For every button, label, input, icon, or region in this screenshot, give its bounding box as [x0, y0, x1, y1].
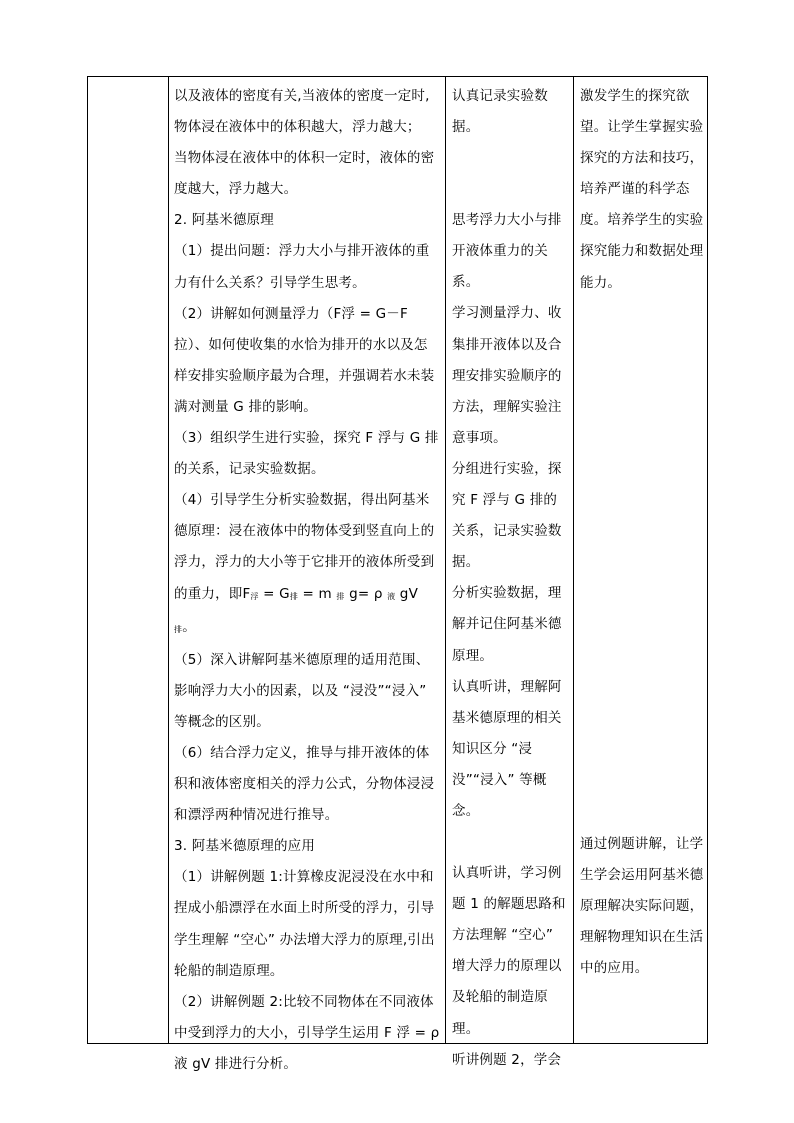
- paragraph: （1）讲解例题 1:计算橡皮泥浸没在水中和捏成小船漂浮在水面上时所受的浮力，引导学生理解 “空心” 办法增大浮力的原理,引出轮船的制造原理。: [174, 869, 435, 979]
- paragraph: 学习测量浮力、收集排开液体以及合理安排实验顺序的方法，理解实验注意事项。: [452, 305, 562, 446]
- paragraph: 认真记录实验数据。: [452, 88, 548, 136]
- teacher-activity-cell: [169, 77, 446, 1072]
- paragraph-text: （4）引导学生分析实验数据，得出阿基米德原理：浸在液体中的物体受到竖直向上的浮力，浮力的大小等于它排开的液体所受到的重力，即: [174, 492, 435, 602]
- paragraph: 认真听讲，学习例题 1 的解题思路和方法理解 “空心” 增大浮力的原理以及轮船的制造原理。: [452, 865, 566, 1037]
- paragraph: 分组进行实验，探究 F 浮与 G 排的关系，记录实验数据。: [452, 460, 562, 571]
- paragraph: （2）讲解例题 2:比较不同物体在不同液体中受到浮力的大小，引导学生运用 F 浮 = ρ 液 gV 排进行分析。: [174, 993, 440, 1072]
- paragraph: 当物体浸在液体中的体积一定时，液体的密度越大，浮力越大。: [174, 150, 435, 198]
- paragraph: 听讲例题 2，学会: [452, 1051, 562, 1068]
- paragraph: 以及液体的密度有关,当液体的密度一定时,物体浸在液体中的体积越大，浮力越大；: [174, 88, 430, 136]
- paragraph: （1）提出问题：浮力大小与排开液体的重力有什么关系？引导学生思考。: [174, 243, 430, 291]
- paragraph: [174, 485, 441, 644]
- paragraph: 激发学生的探究欲望。让学生掌握实验探究的方法和技巧，培养严谨的科学态度。培养学生的实验探究能力和数据处理能力。: [580, 88, 704, 291]
- paragraph: 认真听讲，理解阿基米德原理的相关知识区分 “浸没”“浸入” 等概念。: [452, 678, 562, 819]
- table-row: [88, 77, 708, 1044]
- section-heading: 2. 阿基米德原理: [174, 212, 274, 229]
- student-activity-cell: [446, 77, 574, 1068]
- design-intent-cell: [574, 77, 708, 1044]
- lesson-plan-table: [87, 76, 708, 1072]
- paragraph: （6）结合浮力定义，推导与排开液体的体积和液体密度相关的浮力公式，分物体浸浸和漂浮两种情况进行推导。: [174, 744, 435, 824]
- paragraph: （2）讲解如何测量浮力（F浮 = G－F拉）、如何使收集的水恰为排开的水以及怎样安排实验顺序最为合理，并强调若水未装满对测量 G 排的影响。: [174, 305, 435, 415]
- formula: $F_浮 = G_排 = m$ $_排$ g= ρ $_液$ gV $_排$。: [174, 585, 419, 635]
- paragraph: 思考浮力大小与排开液体重力的关系。: [452, 212, 562, 291]
- stage-cell: [88, 77, 169, 1044]
- paragraph: 分析实验数据，理解并记住阿基米德原理。: [452, 585, 562, 664]
- paragraph: 通过例题讲解，让学生学会运用阿基米德原理解决实际问题，理解物理知识在生活中的应用。: [580, 835, 704, 977]
- paragraph: （3）组织学生进行实验，探究 F 浮与 G 排的关系，记录实验数据。: [174, 430, 439, 478]
- paragraph: （5）深入讲解阿基米德原理的适用范围、影响浮力大小的因素，以及 “浸没”“浸入” 等概念的区别。: [174, 651, 430, 730]
- section-heading: 3. 阿基米德原理的应用: [174, 838, 316, 855]
